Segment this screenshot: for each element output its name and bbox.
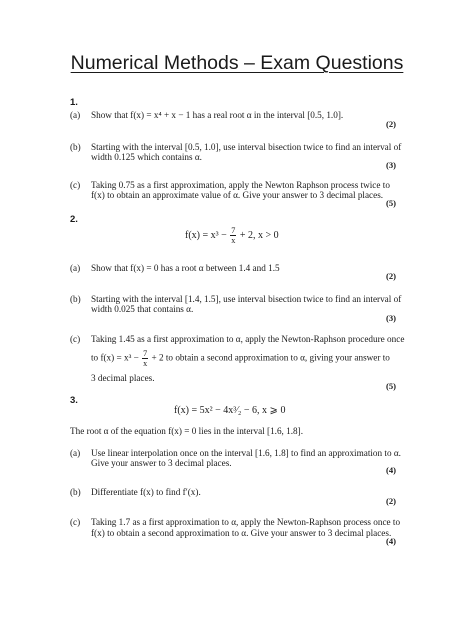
page-title: Numerical Methods – Exam Questions bbox=[70, 52, 404, 74]
q2c-fraction bbox=[142, 349, 148, 368]
q3-equation: f(x) = 5x² − 4x³⁄₂ − 6, x ⩾ 0 bbox=[174, 405, 286, 416]
q2-equation-fraction bbox=[230, 226, 236, 245]
q1a-text: Show that f(x) = x⁴ + x − 1 has a real root α in the interval [0.5, 1.0]. bbox=[91, 110, 344, 120]
q3c-line1: Taking 1.7 as a first approximation to α, apply the Newton-Raphson process once to bbox=[91, 517, 401, 527]
q2c-line2-pre: to f(x) = x³ − bbox=[91, 352, 139, 363]
q3b-marks: (2) bbox=[386, 496, 397, 506]
q2c-line2 bbox=[91, 349, 390, 368]
q2a-text: Show that f(x) = 0 has a root α between 1.4 and 1.5 bbox=[91, 263, 280, 273]
q2a-label: (a) bbox=[70, 263, 81, 273]
q2c-frac-numerator: 7 bbox=[143, 349, 148, 358]
q3b-text: Differentiate f(x) to find f′(x). bbox=[91, 487, 201, 497]
q2c-line2-post: + 2 to obtain a second approximation to α, giving your answer to bbox=[151, 352, 390, 363]
question-2-number: 2. bbox=[70, 214, 78, 225]
q2b-marks: (3) bbox=[386, 313, 397, 323]
q2b-line2: width 0.025 that contains α. bbox=[91, 304, 194, 314]
q3-intro: The root α of the equation f(x) = 0 lies in the interval [1.6, 1.8]. bbox=[70, 426, 303, 436]
q2-equation bbox=[185, 226, 279, 245]
q1b-marks: (3) bbox=[386, 160, 397, 170]
q1c-line1: Taking 0.75 as a first approximation, apply the Newton Raphson process twice to bbox=[91, 180, 390, 190]
q3a-line2: Give your answer to 3 decimal places. bbox=[91, 458, 232, 468]
q2b-line1: Starting with the interval [1.4, 1.5], use interval bisection twice to find an interval of bbox=[91, 294, 402, 304]
q1c-line2: f(x) to obtain an approximate value of α. Give your answer to 3 decimal places. bbox=[91, 190, 384, 200]
q3b-label: (b) bbox=[70, 487, 81, 497]
q3a-marks: (4) bbox=[386, 465, 397, 475]
q2-frac-denominator: x bbox=[231, 236, 236, 245]
question-3-number: 3. bbox=[70, 395, 78, 406]
q2-equation-rhs: + 2, x > 0 bbox=[239, 229, 279, 241]
q1b-line1: Starting with the interval [0.5, 1.0], use interval bisection twice to find an interval of bbox=[91, 142, 402, 152]
q2-equation-lhs: f(x) = x³ − bbox=[185, 229, 227, 241]
q2c-line3: 3 decimal places. bbox=[91, 373, 155, 383]
q1b-label: (b) bbox=[70, 142, 81, 152]
q1c-marks: (5) bbox=[386, 198, 397, 208]
q3c-marks: (4) bbox=[386, 536, 397, 546]
q2c-label: (c) bbox=[70, 334, 81, 344]
q1a-marks: (2) bbox=[386, 119, 397, 129]
q3c-label: (c) bbox=[70, 517, 81, 527]
q2a-marks: (2) bbox=[386, 271, 397, 281]
q2b-label: (b) bbox=[70, 294, 81, 304]
q2c-line1: Taking 1.45 as a first approximation to α, apply the Newton-Raphson procedure once bbox=[91, 334, 405, 344]
q2-frac-numerator: 7 bbox=[231, 226, 236, 235]
q2c-frac-denominator: x bbox=[143, 359, 148, 368]
q1c-label: (c) bbox=[70, 180, 81, 190]
q3a-line1: Use linear interpolation once on the interval [1.6, 1.8] to find an approximation to α. bbox=[91, 448, 401, 458]
question-1-number: 1. bbox=[70, 97, 78, 108]
q2c-marks: (5) bbox=[386, 381, 397, 391]
q1a-label: (a) bbox=[70, 110, 81, 120]
q1b-line2: width 0.125 which contains α. bbox=[91, 152, 202, 162]
q3a-label: (a) bbox=[70, 448, 81, 458]
q3c-line2: f(x) to obtain a second approximation to α. Give your answer to 3 decimal places. bbox=[91, 528, 392, 538]
